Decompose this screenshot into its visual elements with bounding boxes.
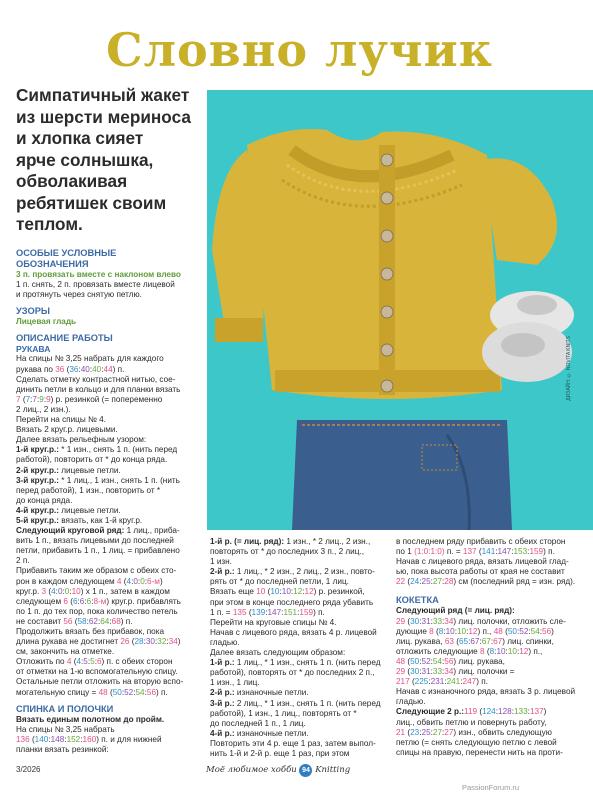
- heading-yoke: КОКЕТКА: [396, 595, 439, 606]
- bold-label: 3-й р.:: [210, 698, 235, 708]
- text-line: перед работой), 1 изн., повторить от *: [16, 485, 161, 495]
- text-line: 2 п.: [16, 556, 30, 566]
- text-line: 3-й р.: 2 лиц., * 1 изн., снять 1 п. (нить перед: [210, 698, 381, 708]
- lead-line: ребятишек своим: [16, 192, 167, 213]
- heading-patterns: УЗОРЫ: [16, 306, 51, 317]
- text-line: круг.р. 3 (4:0:0:10) х 1 п., затем в каждом: [16, 586, 170, 596]
- text-line: Далее вязать рельефным узором:: [16, 435, 147, 445]
- text-line: 3-й круг.р.: * 1 лиц., 1 изн., снять 1 п. (нить: [16, 475, 180, 485]
- text-line: и протянуть через снятую петлю.: [16, 290, 142, 300]
- lead-line: ярче солнышка,: [16, 149, 154, 170]
- text-line: Следующие 2 р.:119 (124:128:133:137): [396, 707, 547, 717]
- text-line: вить 1 п., вязать лицевыми до последней: [16, 536, 174, 546]
- text-line: повторять от * до последних 3 п., 2 лиц.,: [210, 547, 364, 557]
- text-line: работой), 1 изн., 1 лиц., повторять от *: [210, 708, 357, 718]
- text-line: На спицы № 3,25 набрать для каждого: [16, 354, 164, 364]
- bold-label: 1-й р.:: [210, 658, 235, 668]
- back-instructions: [16, 725, 204, 755]
- lead-line: и хлопка сияет: [16, 128, 144, 148]
- bold-label: 2-й круг.р.:: [16, 465, 59, 475]
- text-line: спицы на правую, перенести нить на проти-: [396, 747, 563, 757]
- text-line: планки вязать резинкой:: [16, 744, 109, 754]
- page-title: Словно лучик: [106, 23, 493, 77]
- bold-label: Следующий ряд (= лиц. ряд):: [396, 606, 515, 616]
- text-line: при этом в конце последнего ряда убавить: [210, 597, 374, 607]
- lead-line: обволакивая: [16, 171, 128, 191]
- bold-label: 4-й круг.р.:: [16, 505, 59, 515]
- text-line: Сделать отметку контрастной нитью, сое-: [16, 374, 176, 384]
- heading-special: ОБОЗНАЧЕНИЯ: [16, 259, 89, 269]
- text-line: работой), повторять от * до последних 2 п.,: [210, 668, 375, 678]
- text-line: Вязать еще 10 (10:10:12:12) р. резинкой,: [210, 587, 365, 597]
- column-right: [396, 537, 586, 758]
- column-left: [16, 248, 204, 755]
- photo-credit: ДИЗАЙН: © NOVITA KNITS: [566, 336, 572, 401]
- text-line: длина рукава не достигнет 26 (28:30:32:34): [16, 637, 181, 647]
- text-line: лиц. рукава, 63 (65:67:67:67) лиц. спинки,: [396, 636, 554, 646]
- text-line: могательную спицу = 48 (50:52:54:56) п.: [16, 687, 168, 697]
- text-line: Остальные петли отложить на вторую вспо-: [16, 677, 184, 687]
- body-instructions: [396, 537, 586, 587]
- bold-label: 1-й р. (= лиц. ряд):: [210, 537, 285, 546]
- heading-back-fronts: СПИНКА И ПОЛОЧКИ: [16, 703, 114, 714]
- cardigan-illustration: [207, 90, 593, 530]
- text-line: На спицы № 3,25 набрать: [16, 724, 115, 734]
- lead-line: Симпатичный жакет: [16, 85, 190, 105]
- text-line: петли, прибавить 1 п., 1 лиц. = прибавлено: [16, 546, 180, 556]
- text-line: ью, пока высота работы от края не составит: [396, 567, 565, 577]
- bold-label: 2-й р.:: [210, 567, 235, 577]
- text-line: рять от * до последней петли, 1 лиц.: [210, 577, 349, 587]
- bold-label: 3-й круг.р.:: [16, 475, 59, 485]
- lead-paragraph: [16, 85, 206, 236]
- text-line: дующие 8 (8:10:10:12) п., 48 (50:52:54:56): [396, 626, 554, 636]
- text-line: 48 (50:52:54:56) лиц. рукава,: [396, 656, 505, 666]
- bold-label: 1-й круг.р.:: [16, 445, 59, 455]
- text-line: Далее вязать следующим образом:: [210, 648, 346, 658]
- bold-label: 2-й р.:: [210, 688, 235, 698]
- text-line: 2-й круг.р.: лицевые петли.: [16, 465, 121, 475]
- text-line: 1 п. = 135 (139:147:151:159) п.: [210, 607, 325, 617]
- text-line: Прибавить таким же образом с обеих сто-: [16, 566, 177, 576]
- text-line: Перейти на круговые спицы № 4.: [210, 617, 337, 627]
- text-line: рон в каждом следующем 4 (4:0:0:6-м): [16, 576, 163, 586]
- text-line: 1 п. снять, 2 п. провязать вместе лицевой: [16, 280, 175, 290]
- text-line: до последней 1 п., 1 лиц.: [210, 718, 306, 728]
- bold-label: Следующие 2 р.:: [396, 707, 465, 717]
- pattern-name: Лицевая гладь: [16, 317, 77, 327]
- page-footer: [206, 764, 350, 777]
- yoke-instructions: [396, 606, 586, 757]
- cardigan-photo: [207, 90, 593, 530]
- text-line: 217 (225:231:241:247) п.: [396, 677, 488, 687]
- text-line: до конца ряда.: [16, 495, 73, 505]
- text-line: 1 изн., 1 лиц.: [210, 678, 260, 688]
- text-line: Перейти на спицы № 4.: [16, 415, 106, 425]
- text-line: 29 (30:31:33:34) лиц. полочки, отложить сле-: [396, 616, 566, 626]
- text-line: Продолжить вязать без прибавок, пока: [16, 627, 165, 636]
- text-line: 2-й р.: 1 лиц., * 2 изн., 2 лиц., 2 изн., повто-: [210, 567, 375, 577]
- heading-sleeves: РУКАВА: [16, 344, 51, 355]
- text-line: 4-й круг.р.: лицевые петли.: [16, 505, 121, 515]
- text-line: 1-й круг.р.: * 1 изн., снять 1 п. (нить перед: [16, 445, 178, 455]
- text-line: 2 лиц., 2 изн.).: [16, 404, 71, 414]
- section-name: Knitting: [315, 765, 351, 775]
- text-line: Следующий круговой ряд: 1 лиц., приба-: [16, 526, 180, 536]
- heading-special: ОСОБЫЕ УСЛОВНЫЕ: [16, 248, 117, 258]
- text-line: в последнем ряду прибавить с обеих сторон: [396, 537, 566, 546]
- text-line: 5-й круг.р.: вязать, как 1-й круг.р.: [16, 515, 143, 525]
- magazine-name: Моё любимое хобби: [206, 765, 297, 775]
- text-line: рукава по 36 (36:40:40:44) п.: [16, 364, 125, 374]
- text-line: по 1 (1:0:1:0) п. = 137 (141:147:153:159) п.: [396, 547, 555, 557]
- bold-label: 5-й круг.р.:: [16, 515, 59, 525]
- back-subheading: Вязать единым полотном до пройм.: [16, 714, 165, 724]
- text-line: 1-й р. (= лиц. ряд): 1 изн., * 2 лиц., 2 изн.,: [210, 537, 371, 546]
- text-line: 1 изн.: [210, 557, 232, 567]
- text-line: 7 (7:7:9:9) р. резинкой (= попеременно: [16, 394, 163, 404]
- heading-description: ОПИСАНИЕ РАБОТЫ: [16, 333, 113, 344]
- text-line: нить 1-й и 2-й р. еще 1 раз, при этом: [210, 748, 350, 758]
- text-line: 136 (140:148:152:160) п. и для нижней: [16, 734, 162, 744]
- text-line: следующем 6 (6:6:6:8-м) круг.р. прибавлять: [16, 596, 181, 606]
- text-line: 22 (24:25:27:28) см (последний ряд = изн. ряд).: [396, 577, 576, 587]
- sleeves-instructions: [16, 354, 204, 697]
- text-line: 29 (30:31:33:34) лиц. полочки =: [396, 667, 515, 677]
- text-line: гладью.: [210, 637, 240, 647]
- text-line: лиц., обвить петлю и повернуть работу,: [396, 717, 547, 727]
- text-line: Начав с изнаночного ряда, вязать 3 р. лицевой: [396, 687, 576, 697]
- text-line: 21 (23:25:27:27) изн., обвить следующую: [396, 727, 552, 737]
- text-line: от отметки на 1-ю вспомогательную спицу.: [16, 667, 178, 677]
- text-line: 2-й р.: изнаночные петли.: [210, 688, 309, 698]
- column-middle: [210, 537, 390, 759]
- special-term: 3 п. провязать вместе с наклоном влево: [16, 270, 181, 279]
- text-line: работой), повторить от * до конца ряда.: [16, 455, 168, 465]
- text-line: отложить следующие 8 (8:10:10:12) п.,: [396, 646, 543, 656]
- text-line: динить петли в кольцо и для планки вязать: [16, 384, 181, 394]
- text-line: Отложить по 4 (4:5:5:6) п. с обеих сторон: [16, 657, 173, 667]
- text-line: 1-й р.: 1 лиц., * 1 изн., снять 1 п. (нить перед: [210, 658, 381, 668]
- text-line: см, закончить на отметке.: [16, 647, 115, 657]
- text-line: Начав с лицевого ряда, вязать 4 р. лицевой: [210, 627, 377, 637]
- text-line: по 1 п. до тех пор, пока количество петель: [16, 606, 178, 616]
- lead-line: теплом.: [16, 214, 83, 234]
- issue-number: 3/2026: [16, 765, 41, 774]
- text-line: [396, 606, 586, 616]
- watermark: PassionForum.ru: [462, 783, 520, 792]
- text-line: не составит 56 (58:62:64:68) п.: [16, 616, 133, 626]
- text-line: петлю (= снять следующую петлю с левой: [396, 737, 557, 747]
- text-line: гладью.: [396, 697, 426, 707]
- bold-label: Следующий круговой ряд:: [16, 526, 125, 536]
- lead-line: из шерсти мериноса: [16, 106, 191, 127]
- text-line: Повторить эти 4 р. еще 1 раз, затем выпол-: [210, 738, 376, 748]
- text-line: Вязать 2 круг.р. лицевыми.: [16, 425, 118, 435]
- text-line: Начав с лицевого ряда, вязать лицевой глад-: [396, 557, 569, 567]
- bold-label: 4-й р.:: [210, 728, 235, 738]
- text-line: 4-й р.: изнаночные петли.: [210, 728, 309, 738]
- page-number: 94: [299, 764, 312, 777]
